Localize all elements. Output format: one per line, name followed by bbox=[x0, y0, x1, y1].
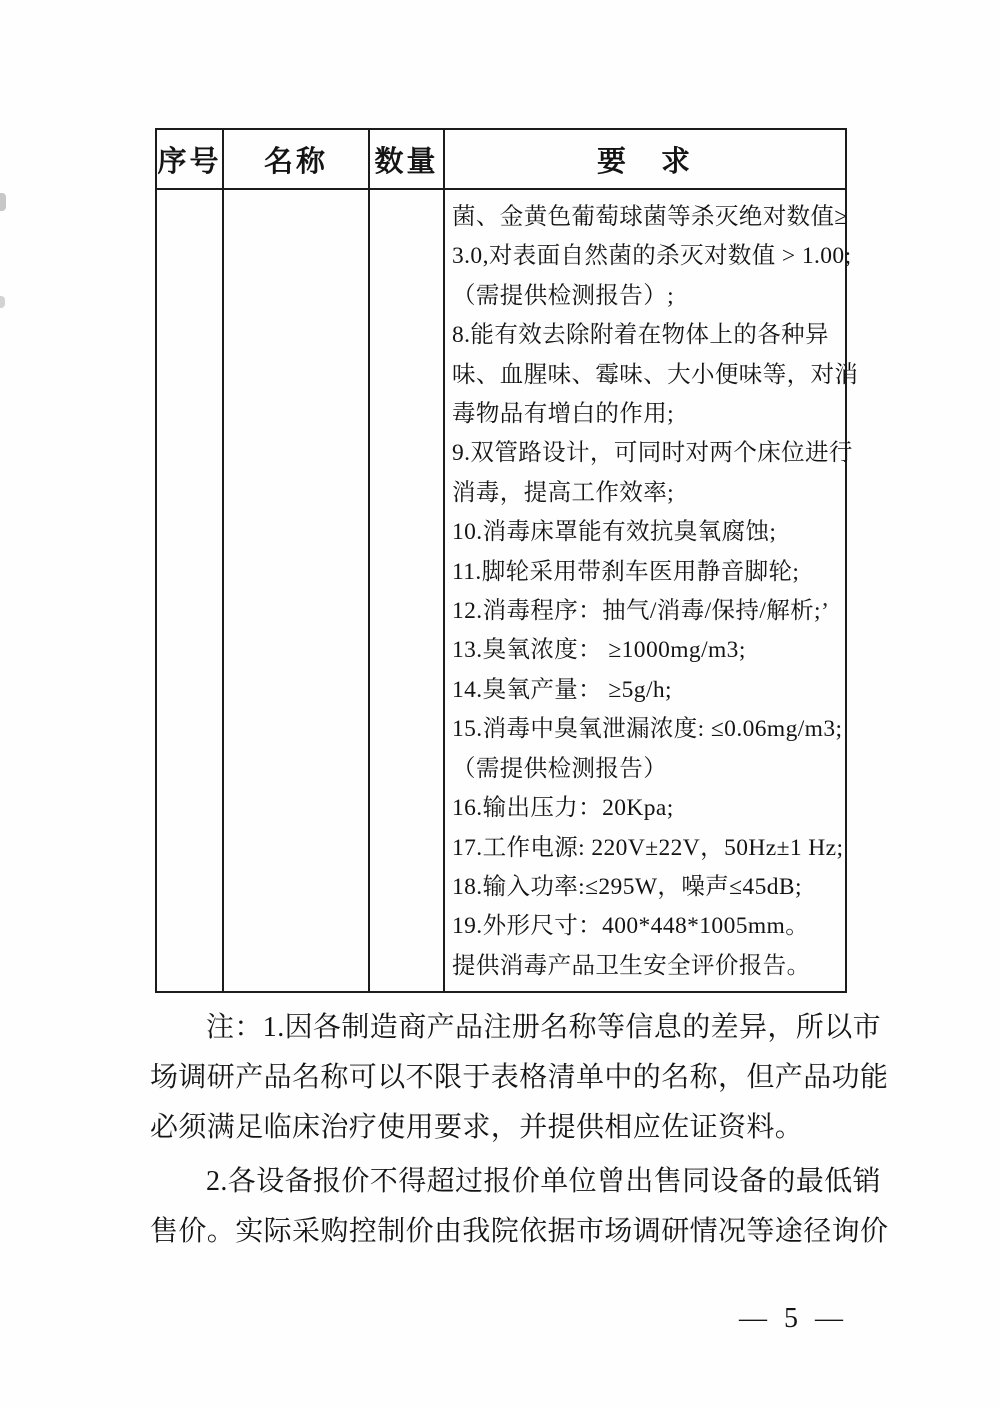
cell-serial-number bbox=[156, 189, 223, 992]
note-line: 注：1.因各制造商产品注册名称等信息的差异，所以市 bbox=[206, 1012, 882, 1043]
cell-requirements bbox=[444, 189, 859, 992]
requirement-line: 8.能有效去除附着在物体上的各种异 bbox=[452, 322, 829, 349]
requirement-line: 菌、金黄色葡萄球菌等杀灭绝对数值≥ bbox=[452, 204, 848, 230]
requirement-line: 味、血腥味、霉味、大小便味等，对消 bbox=[452, 361, 859, 388]
requirement-line: 毒物品有增白的作用; bbox=[452, 401, 675, 428]
notes-section bbox=[150, 1003, 889, 1257]
requirement-line: 15.消毒中臭氧泄漏浓度: ≤0.06mg/m3; bbox=[452, 716, 843, 743]
requirement-line: 18.输入功率:≤295W，噪声≤45dB; bbox=[452, 873, 802, 900]
note-line: 售价。实际采购控制价由我院依据市场调研情况等途径询价 bbox=[150, 1216, 889, 1247]
requirements-list bbox=[452, 198, 859, 986]
note-line: 必须满足临床治疗使用要求，并提供相应佐证资料。 bbox=[150, 1112, 804, 1143]
requirement-line: 16.输出压力：20Kpa; bbox=[452, 795, 674, 822]
requirement-line: 11.脚轮采用带刹车医用静音脚轮; bbox=[452, 558, 800, 585]
scan-smudge bbox=[0, 296, 5, 308]
header-serial-number: 序号 bbox=[156, 129, 223, 189]
requirement-line: 14.臭氧产量： ≥5g/h; bbox=[452, 676, 672, 703]
requirement-line: 9.双管路设计，可同时对两个床位进行 bbox=[452, 440, 853, 467]
requirement-line: 提供消毒产品卫生安全评价报告。 bbox=[452, 952, 811, 979]
requirement-line: 12.消毒程序：抽气/消毒/保持/解析; bbox=[452, 598, 821, 625]
requirement-line: 10.消毒床罩能有效抗臭氧腐蚀; bbox=[452, 519, 777, 546]
page-number: — 5 — bbox=[739, 1303, 848, 1334]
spec-table bbox=[155, 128, 859, 993]
header-name: 名称 bbox=[223, 129, 369, 189]
requirement-line: 3.0,对表面自然菌的杀灭对数值 > 1.00; bbox=[452, 243, 852, 270]
header-requirements: 要 求 bbox=[444, 129, 846, 189]
scan-stray-mark: ’ bbox=[821, 599, 829, 625]
requirement-line: 消毒，提高工作效率; bbox=[452, 479, 675, 506]
table-row bbox=[156, 189, 846, 992]
requirement-line: 19.外形尺寸：400*448*1005mm。 bbox=[452, 913, 810, 940]
cell-name bbox=[223, 189, 369, 992]
scan-smudge bbox=[0, 193, 6, 211]
requirement-line: 13.臭氧浓度： ≥1000mg/m3; bbox=[452, 637, 746, 664]
note-line: 2.各设备报价不得超过报价单位曾出售同设备的最低销 bbox=[206, 1166, 882, 1197]
requirement-line: （需提供检测报告）; bbox=[452, 282, 675, 309]
cell-quantity bbox=[369, 189, 444, 992]
header-quantity: 数量 bbox=[369, 129, 444, 189]
note-line: 场调研产品名称可以不限于表格清单中的名称，但产品功能 bbox=[150, 1062, 889, 1093]
requirement-line: （需提供检测报告） bbox=[452, 755, 668, 782]
requirement-line: 17.工作电源: 220V±22V，50Hz±1 Hz; bbox=[452, 834, 844, 861]
table-header-row bbox=[156, 129, 846, 189]
